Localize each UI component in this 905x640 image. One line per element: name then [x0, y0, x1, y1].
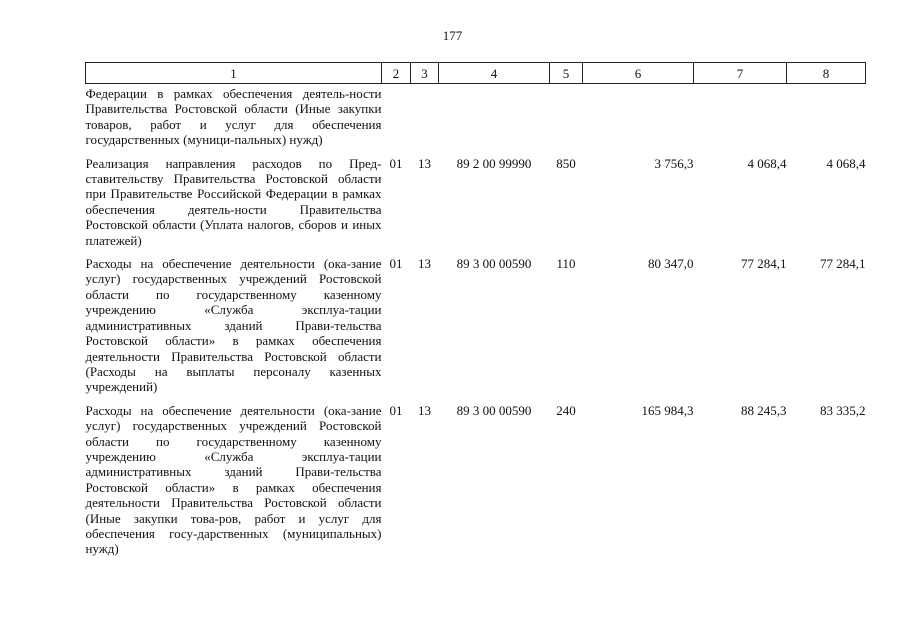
column-header: 1	[86, 63, 382, 84]
table-row	[86, 156, 866, 256]
cell-section: 01	[389, 155, 403, 171]
column-header: 8	[787, 63, 866, 84]
cell-amount-year3: 83 335,2	[820, 402, 866, 418]
row-description: Расходы на обеспечение деятельности (ока-зание услуг) государственных учреждений Ростовской области по государственному казенному учреждению «Служба эксплуа-тации административных зданий Прави-тельства Ростовской области» в рамках обеспечения деятельности Правительства Ростовской области (Расходы на выплаты персоналу казенных учреждений)	[85, 256, 382, 395]
cell-amount-year3: 4 068,4	[826, 155, 866, 171]
cell-expense-type: 110	[556, 256, 576, 272]
cell-amount-year1: 3 756,3	[654, 155, 694, 171]
cell-amount-year2	[694, 84, 787, 156]
cell-amount-year3	[787, 84, 866, 156]
cell-target-code: 89 3 00 00590	[456, 402, 532, 418]
table-row	[86, 403, 866, 565]
cell-amount-year1	[583, 84, 694, 156]
cell-target-code: 89 2 00 99990	[456, 155, 532, 171]
cell-target-code: 89 3 00 00590	[456, 256, 532, 272]
cell-expense-type	[550, 84, 583, 156]
table-row	[86, 256, 866, 403]
row-description: Расходы на обеспечение деятельности (ока-зание услуг) государственных учреждений Ростовской области по государственному казенному учреждению «Служба эксплуа-тации административных зданий Прави-тельства Ростовской области» в рамках обеспечения деятельности Правительства Ростовской области (Иные закупки това-ров, работ и услуг для обеспечения госу-дарственных (муниципальных) нужд)	[85, 402, 382, 557]
budget-table	[85, 62, 866, 565]
column-header: 2	[382, 63, 411, 84]
cell-amount-year2: 77 284,1	[741, 256, 787, 272]
cell-expense-type: 240	[556, 402, 576, 418]
row-description: Реализация направления расходов по Пред-ставительству Правительства Ростовской области при Правительстве Российской Федерации в рамках обеспечения деятель-ности Правительства Ростовской области (Уплата налогов, сборов и иных платежей)	[85, 155, 382, 248]
cell-amount-year2: 88 245,3	[741, 402, 787, 418]
cell-subsection: 13	[418, 402, 431, 418]
row-description: Федерации в рамках обеспечения деятель-ности Правительства Ростовской области (Иные закупки товаров, работ и услуг для обеспечения государственных (муници-пальных) нужд)	[85, 86, 382, 148]
cell-amount-year1: 80 347,0	[648, 256, 694, 272]
cell-amount-year2: 4 068,4	[747, 155, 787, 171]
cell-subsection: 13	[418, 155, 431, 171]
cell-section: 01	[389, 256, 403, 272]
table-row	[86, 84, 866, 156]
column-header: 4	[439, 63, 550, 84]
column-header: 6	[583, 63, 694, 84]
cell-target-code	[439, 84, 550, 156]
cell-expense-type: 850	[556, 155, 576, 171]
page-number: 177	[442, 28, 463, 43]
column-header: 7	[694, 63, 787, 84]
cell-amount-year3: 77 284,1	[820, 256, 866, 272]
column-header: 3	[411, 63, 439, 84]
cell-section	[382, 84, 411, 156]
column-header: 5	[550, 63, 583, 84]
cell-section: 01	[389, 402, 403, 418]
cell-subsection	[411, 84, 439, 156]
table-header-row	[86, 63, 866, 84]
cell-subsection: 13	[418, 256, 431, 272]
cell-amount-year1: 165 984,3	[641, 402, 694, 418]
